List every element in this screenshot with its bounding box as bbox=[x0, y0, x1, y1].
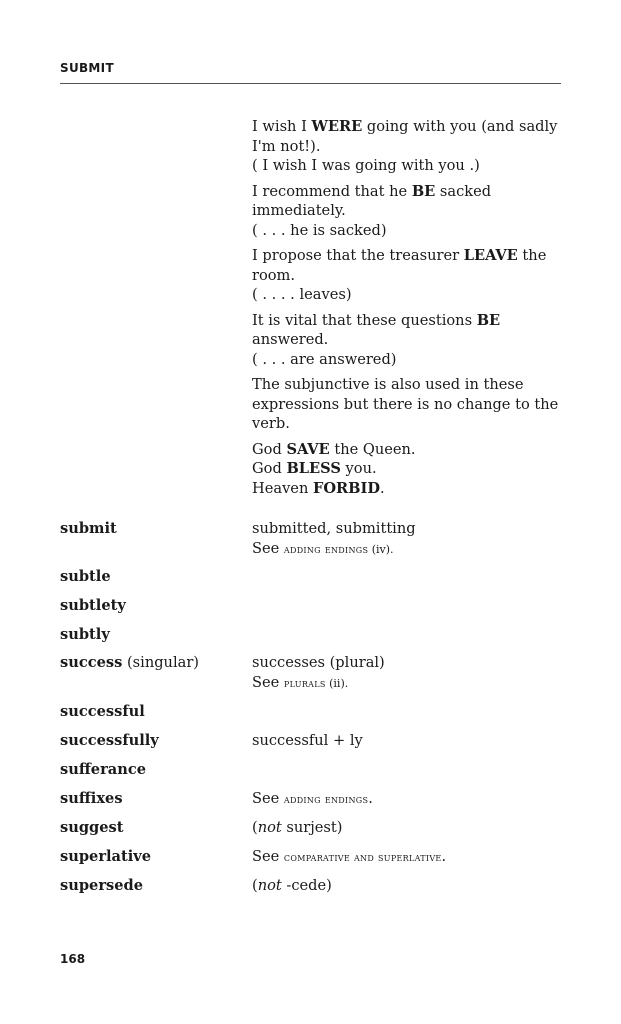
headword-subtly: subtly bbox=[60, 626, 110, 643]
see-reference-submit: See adding endings (iv). bbox=[252, 539, 394, 557]
headword-subtlety: subtlety bbox=[60, 597, 126, 614]
see-reference-suffixes: See adding endings. bbox=[252, 790, 373, 807]
header-rule bbox=[60, 83, 561, 84]
expression-2: God BLESS you. bbox=[252, 460, 377, 477]
headword-successfully: successfully bbox=[60, 732, 159, 749]
definition-successfully: successful + ly bbox=[252, 732, 363, 749]
headword-submit: submit bbox=[60, 520, 117, 537]
subjunctive-examples bbox=[252, 117, 562, 498]
headword-sufferance: sufferance bbox=[60, 761, 147, 778]
definition-supersede: (not -cede) bbox=[252, 877, 332, 894]
see-reference-superlative: See comparative and superlative. bbox=[252, 848, 447, 865]
page-number: 168 bbox=[60, 952, 86, 966]
definition-suggest: (not surjest) bbox=[252, 819, 343, 836]
example-3: I propose that the treasurer LEAVE the room. bbox=[252, 247, 547, 284]
headword-successful: successful bbox=[60, 703, 145, 720]
definition-success: successes (plural) See plurals (ii). bbox=[252, 653, 385, 693]
expression-1: God SAVE the Queen. bbox=[252, 440, 416, 458]
headword-subtle: subtle bbox=[60, 568, 111, 585]
headword-suffixes: suffixes bbox=[60, 790, 123, 807]
example-1: I wish I WERE going with you (and sadly I'm not!). bbox=[252, 118, 558, 155]
example-1-alt: ( I wish I was going with you .) bbox=[252, 157, 480, 174]
running-head: SUBMIT bbox=[60, 61, 114, 75]
see-reference-success: See plurals (ii). bbox=[252, 673, 349, 691]
headword-superlative: superlative bbox=[60, 848, 152, 865]
subjunctive-note: The subjunctive is also used in these expressions but there is no change to the verb. bbox=[252, 376, 559, 432]
example-2: I recommend that he BE sacked immediately. bbox=[252, 182, 492, 219]
headword-success: success (singular) bbox=[60, 654, 199, 671]
example-4: It is vital that these questions BE answered. bbox=[252, 311, 501, 348]
definition-submit: submitted, submitting See adding endings (iv). bbox=[252, 519, 416, 559]
example-2-alt: ( . . . he is sacked) bbox=[252, 221, 387, 239]
example-4-alt: ( . . . are answered) bbox=[252, 350, 397, 368]
example-3-alt: ( . . . . leaves) bbox=[252, 286, 352, 303]
headword-suggest: suggest bbox=[60, 819, 124, 836]
headword-supersede: supersede bbox=[60, 877, 143, 894]
expression-3: Heaven FORBID. bbox=[252, 479, 385, 497]
